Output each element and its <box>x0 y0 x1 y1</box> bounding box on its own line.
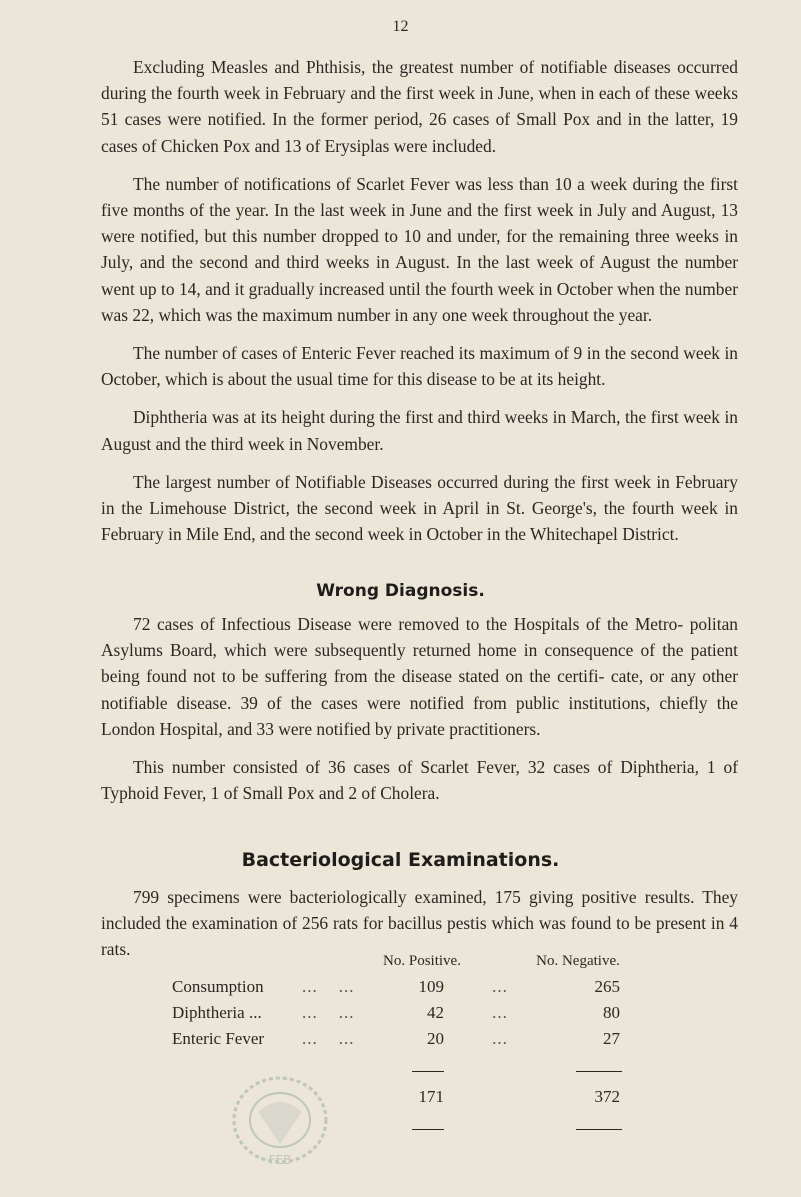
paragraph-wrong-diagnosis-breakdown: This number consisted of 36 cases of Scarlet Fever, 32 cases of Diphtheria, 1 of Typhoid Fever, 1 of Small Pox and 2 of Cholera. <box>101 757 738 804</box>
paragraph-wrong-diagnosis-cases: 72 cases of Infectious Disease were removed to the Hospitals of the Metro- politan Asylums Board, which were subsequently returned home in consequence of the patient being found not to be suffering from the disease stated on the certifi- cate, or any other notifiable disease. 39 of the cases were notified from public institutions, chiefly the London Hospital, and 33 were notified by private practitioners. <box>101 614 738 739</box>
negative-count: 80 <box>603 1003 620 1022</box>
bottom-rule-positive <box>412 1129 444 1130</box>
stamp-text: FEB <box>268 1153 292 1167</box>
bottom-rule-negative <box>576 1129 622 1130</box>
table-row: Diphtheria ... ... ... 42 ... 80 <box>172 1000 628 1026</box>
positive-count: 42 <box>427 1003 444 1022</box>
row-label: Diphtheria ... <box>172 1003 262 1022</box>
negative-count: 265 <box>594 977 620 996</box>
heading-bacteriological: Bacteriological Examinations. <box>241 849 560 871</box>
negative-count: 27 <box>603 1029 620 1048</box>
total-positive: 171 <box>418 1087 444 1106</box>
paragraph-districts: The largest number of Notifiable Diseases occurred during the first week in February in the Limehouse District, the second week in April in St. George's, the fourth week in February in Mile End, and the second week in October in the Whitechapel District. <box>101 471 738 545</box>
heading-wrong-diagnosis: Wrong Diagnosis. <box>316 581 485 601</box>
page-number: 12 <box>392 18 409 35</box>
table-header-row <box>172 948 628 974</box>
positive-count: 20 <box>427 1029 444 1048</box>
total-rule-negative <box>576 1071 622 1072</box>
row-label: Enteric Fever <box>172 1029 265 1048</box>
paragraph-bacteriological: 799 specimens were bacteriologically examined, 175 giving positive results. They included the examination of 256 rats for bacillus pestis which was found to be present in 4 rats. <box>101 887 738 960</box>
intro-paragraphs <box>101 54 738 547</box>
wrong-diagnosis-section <box>101 611 738 806</box>
column-header-positive: No. Positive. <box>383 952 461 969</box>
positive-count: 109 <box>418 977 444 996</box>
library-stamp-icon <box>228 1072 332 1168</box>
paragraph-scarlet-fever: The number of notifications of Scarlet Fever was less than 10 a week during the first five months of the year. In the last week in June and the first week in July and August, 13 were notified, but this number dropped to 10 and under, for the remaining three weeks in July, and the second and third weeks in August. In the last week of August the number went up to 14, and it gradually increased until the fourth week in October when the number was 22, which was the maximum number in any one week throughout the year. <box>101 173 738 325</box>
table-row: Consumption ... ... 109 ... 265 <box>172 974 628 1000</box>
table-row: Enteric Fever ... ... 20 ... 27 <box>172 1026 628 1052</box>
paragraph-enteric-fever: The number of cases of Enteric Fever reached its maximum of 9 in the second week in October, which is about the usual time for this disease to be at its height. <box>101 343 738 390</box>
paragraph-notifiable-peak: Excluding Measles and Phthisis, the greatest number of notifiable diseases occurred during the fourth week in February and the first week in June, when in each of these weeks 51 cases were notified. In the former period, 26 cases of Small Pox and in the latter, 19 cases of Chicken Pox and 13 of Erysiplas were included. <box>101 57 738 156</box>
paragraph-diphtheria: Diphtheria was at its height during the first and third weeks in March, the first week in August and the third week in November. <box>101 407 738 454</box>
column-header-negative: No. Negative. <box>536 952 620 969</box>
row-label: Consumption <box>172 977 264 996</box>
total-rule-positive <box>412 1071 444 1072</box>
total-negative: 372 <box>594 1087 620 1106</box>
